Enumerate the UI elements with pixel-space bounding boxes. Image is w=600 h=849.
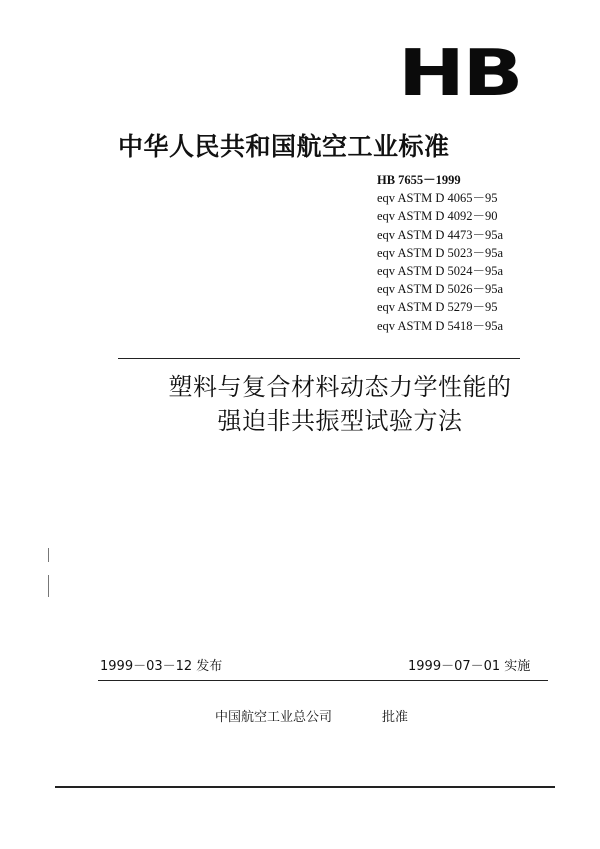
equivalent-standard: eqv ASTM D 5023－95a xyxy=(377,245,504,260)
approval-label: 批准 xyxy=(382,710,409,725)
issue-date: 1999－03－12 发布 xyxy=(100,659,223,674)
equivalent-standard: eqv ASTM D 5279－95 xyxy=(377,300,498,315)
margin-mark xyxy=(48,548,49,562)
hb-logo: HB xyxy=(398,37,521,111)
document-title-line-1: 塑料与复合材料动态力学性能的 xyxy=(168,373,512,401)
standard-number-block xyxy=(377,171,577,335)
equivalent-standard: eqv ASTM D 5024－95a xyxy=(377,264,504,279)
equivalent-standard: eqv ASTM D 4473－95a xyxy=(377,227,504,242)
equivalent-standard: eqv ASTM D 5026－95a xyxy=(377,282,504,297)
footer-divider xyxy=(55,786,555,788)
equivalent-standard: eqv ASTM D 4065－95 xyxy=(377,191,498,206)
effective-date: 1999－07－01 实施 xyxy=(408,659,531,674)
approving-organization: 中国航空工业总公司 xyxy=(215,710,333,725)
standard-category-title: 中华人民共和国航空工业标准 xyxy=(118,132,450,161)
equivalent-standard: eqv ASTM D 5418－95a xyxy=(377,318,504,333)
hb-standard-code: HB 7655－1999 xyxy=(377,173,461,187)
title-divider xyxy=(118,358,520,359)
equivalent-standard: eqv ASTM D 4092－90 xyxy=(377,209,498,224)
date-divider xyxy=(98,680,548,681)
document-title-line-2: 强迫非共振型试验方法 xyxy=(217,407,463,435)
document-title xyxy=(140,370,540,438)
margin-mark xyxy=(48,575,49,597)
